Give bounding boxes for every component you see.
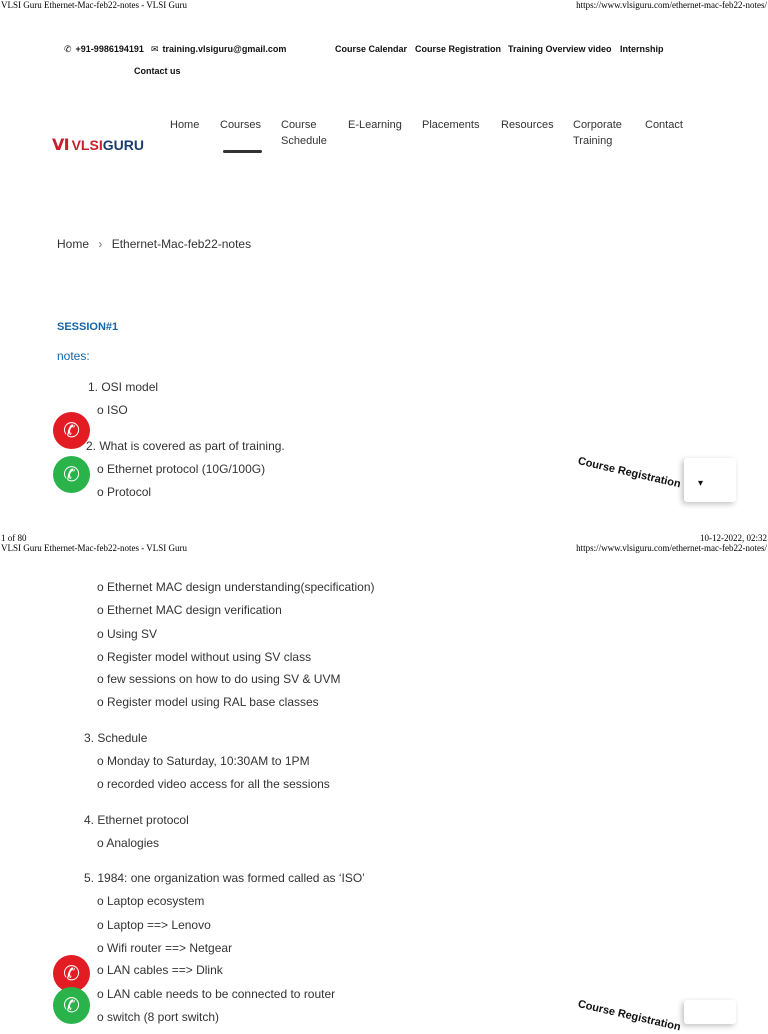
list-item: o switch (8 port switch) bbox=[97, 1010, 220, 1024]
phone-number: +91-9986194191 bbox=[75, 44, 144, 54]
list-item: o Laptop ecosystem bbox=[97, 894, 205, 908]
list-item: o Ethernet MAC design verification bbox=[97, 603, 282, 617]
list-item: 5. 1984: one organization was formed called as ‘ISO’ bbox=[84, 871, 365, 885]
breadcrumb-separator: › bbox=[98, 237, 103, 251]
list-item: 1. OSI model bbox=[88, 380, 159, 394]
list-item: o LAN cable needs to be connected to router bbox=[97, 987, 336, 1001]
list-item: o Protocol bbox=[97, 485, 152, 499]
list-item: o Ethernet protocol (10G/100G) bbox=[97, 462, 266, 476]
envelope-icon: ✉ bbox=[151, 44, 159, 54]
notes-label: notes: bbox=[57, 349, 90, 363]
nav-active-indicator bbox=[223, 150, 262, 153]
list-item: o Analogies bbox=[97, 836, 160, 850]
nav-item-resources[interactable]: Resources bbox=[501, 119, 554, 131]
phone-icon: ✆ bbox=[64, 44, 72, 54]
nav-item-contact[interactable]: Contact bbox=[645, 119, 683, 131]
logo-mark: Ⅵ bbox=[52, 137, 69, 154]
phone-icon: ✆ bbox=[63, 963, 80, 985]
print-header-title: VLSI Guru Ethernet-Mac-feb22-notes - VLSI Guru bbox=[1, 543, 188, 553]
print-header-url: https://www.vlsiguru.com/ethernet-mac-feb22-notes/ bbox=[576, 543, 767, 553]
logo-text-vlsi: VLSI bbox=[71, 137, 103, 153]
list-item: o Ethernet MAC design understanding(specification) bbox=[97, 580, 375, 594]
list-item: o few sessions on how to do using SV & UVM bbox=[97, 672, 341, 686]
breadcrumb-home[interactable]: Home bbox=[57, 237, 90, 251]
registration-panel bbox=[684, 458, 736, 502]
nav-item-home[interactable]: Home bbox=[170, 119, 200, 131]
list-item: o recorded video access for all the sessions bbox=[97, 777, 330, 791]
list-item: 2. What is covered as part of training. bbox=[86, 439, 285, 453]
list-item: o Register model without using SV class bbox=[97, 650, 312, 664]
list-item: o LAN cables ==> Dlink bbox=[97, 963, 223, 977]
list-item: o Monday to Saturday, 10:30AM to 1PM bbox=[97, 754, 310, 768]
nav-item-placements[interactable]: Placements bbox=[422, 119, 480, 131]
list-item: 3. Schedule bbox=[84, 731, 148, 745]
list-item: o Laptop ==> Lenovo bbox=[97, 918, 211, 932]
list-item: 4. Ethernet protocol bbox=[84, 813, 189, 827]
topbar-link-internship[interactable]: Internship bbox=[620, 44, 664, 54]
breadcrumb bbox=[57, 237, 251, 251]
topbar-link-course-registration[interactable]: Course Registration bbox=[415, 44, 502, 54]
nav-item-corporate-training[interactable]: Corporate Training bbox=[573, 119, 622, 147]
chevron-down-icon: ▾ bbox=[698, 478, 704, 489]
list-item: o Register model using RAL base classes bbox=[97, 695, 319, 709]
registration-panel bbox=[684, 1000, 736, 1024]
session-heading: SESSION#1 bbox=[57, 321, 119, 333]
course-registration-tab[interactable]: Course Registration bbox=[576, 998, 682, 1034]
topbar-link-course-calendar[interactable]: Course Calendar bbox=[335, 44, 408, 54]
print-header-url: https://www.vlsiguru.com/ethernet-mac-feb22-notes/ bbox=[576, 0, 767, 10]
whatsapp-button[interactable] bbox=[53, 987, 90, 1024]
list-item: o Wifi router ==> Netgear bbox=[97, 941, 233, 955]
logo-text-guru: GURU bbox=[102, 137, 144, 153]
print-footer-datetime: 10-12-2022, 02:32 bbox=[700, 533, 767, 543]
phone-icon: ✆ bbox=[63, 420, 80, 442]
call-button[interactable] bbox=[53, 412, 90, 449]
email-contact[interactable] bbox=[151, 44, 286, 55]
whatsapp-icon: ✆ bbox=[63, 995, 80, 1017]
nav-item-courses[interactable]: Courses bbox=[220, 119, 261, 131]
email-address: training.vlsiguru@gmail.com bbox=[162, 44, 287, 54]
topbar-link-training-overview[interactable]: Training Overview video bbox=[508, 44, 612, 54]
breadcrumb-current: Ethernet-Mac-feb22-notes bbox=[111, 237, 252, 251]
course-registration-tab[interactable]: Course Registration bbox=[576, 455, 682, 491]
topbar-link-contact-us[interactable]: Contact us bbox=[134, 66, 181, 76]
site-logo[interactable] bbox=[52, 135, 144, 155]
whatsapp-button[interactable] bbox=[53, 456, 90, 493]
nav-item-course-schedule[interactable]: Course Schedule bbox=[281, 119, 327, 147]
phone-contact[interactable] bbox=[64, 44, 144, 55]
nav-item-e-learning[interactable]: E-Learning bbox=[348, 119, 402, 131]
list-item: o ISO bbox=[97, 403, 128, 417]
whatsapp-icon: ✆ bbox=[63, 464, 80, 486]
print-footer-page: 1 of 80 bbox=[1, 533, 27, 543]
print-header-title: VLSI Guru Ethernet-Mac-feb22-notes - VLSI Guru bbox=[1, 0, 188, 10]
list-item: o Using SV bbox=[97, 627, 158, 641]
